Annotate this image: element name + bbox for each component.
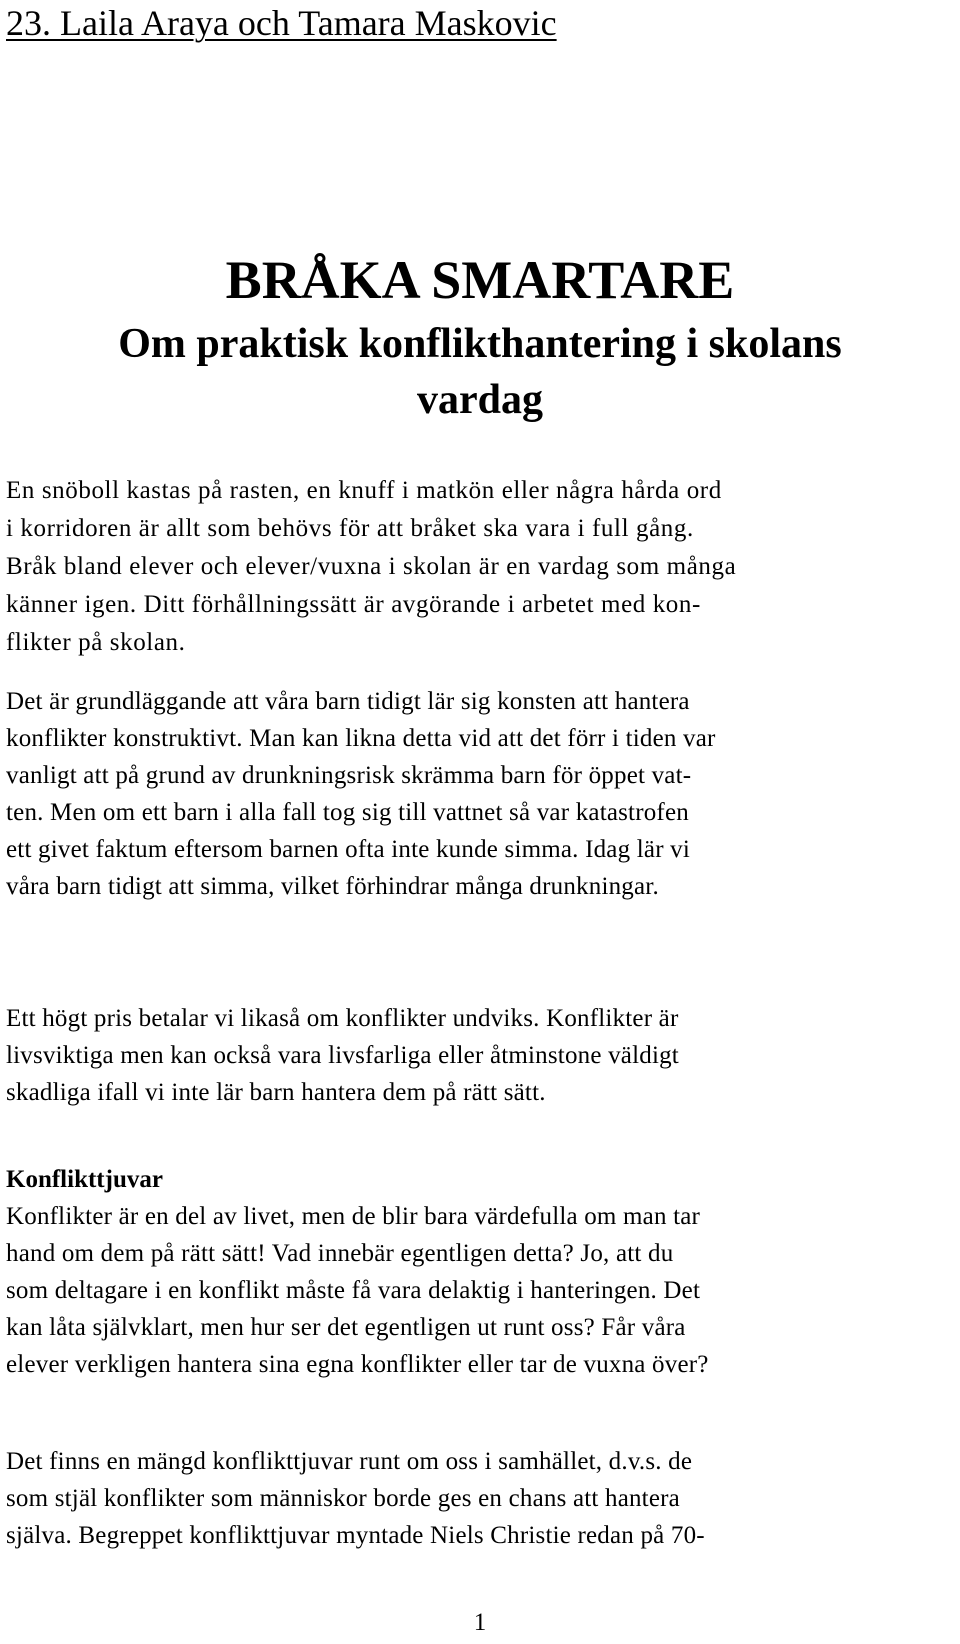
document-subtitle xyxy=(0,316,960,428)
body-paragraph xyxy=(6,1198,954,1383)
text-line: som deltagare i en konflikt måste få vara delaktig i hanteringen. Det xyxy=(6,1277,701,1304)
text-line: själva. Begreppet konflikttjuvar myntade Niels Christie redan på 70- xyxy=(6,1522,705,1549)
text-line: Bråk bland elever och elever/vuxna i skolan är en vardag som många xyxy=(6,553,737,580)
body-paragraph xyxy=(6,683,954,905)
text-line: hand om dem på rätt sätt! Vad innebär egentligen detta? Jo, att du xyxy=(6,1240,674,1267)
text-line: Ett högt pris betalar vi likaså om konflikter undviks. Konflikter är xyxy=(6,1005,679,1032)
chapter-heading: 23. Laila Araya och Tamara Maskovic xyxy=(6,3,557,43)
text-line: flikter på skolan. xyxy=(6,629,186,656)
text-line: Det finns en mängd konflikttjuvar runt om oss i samhället, d.v.s. de xyxy=(6,1448,693,1475)
text-line: skadliga ifall vi inte lär barn hantera dem på rätt sätt. xyxy=(6,1079,546,1106)
text-line: konflikter konstruktivt. Man kan likna detta vid att det förr i tiden var xyxy=(6,725,716,752)
text-line: ten. Men om ett barn i alla fall tog sig till vattnet så var katastrofen xyxy=(6,799,689,826)
body-paragraph xyxy=(6,1443,954,1554)
text-line: kan låta självklart, men hur ser det egentligen ut runt oss? Får våra xyxy=(6,1314,686,1341)
document-title: BRÅKA SMARTARE xyxy=(225,250,735,310)
section-heading: Konflikttjuvar xyxy=(6,1166,163,1193)
subtitle-line: vardag xyxy=(417,377,543,423)
text-line: En snöboll kastas på rasten, en knuff i matkön eller några hårda ord xyxy=(6,477,722,504)
text-line: Konflikter är en del av livet, men de blir bara värdefulla om man tar xyxy=(6,1203,701,1230)
body-paragraph xyxy=(6,1000,954,1111)
text-line: känner igen. Ditt förhållningssätt är avgörande i arbetet med kon- xyxy=(6,591,701,618)
text-line: Det är grundläggande att våra barn tidigt lär sig konsten att hantera xyxy=(6,688,690,715)
subtitle-line: Om praktisk konflikthantering i skolans xyxy=(118,321,842,367)
text-line: i korridoren är allt som behövs för att bråket ska vara i full gång. xyxy=(6,515,694,542)
text-line: som stjäl konflikter som människor borde ges en chans att hantera xyxy=(6,1485,680,1512)
text-line: elever verkligen hantera sina egna konflikter eller tar de vuxna över? xyxy=(6,1351,709,1378)
intro-paragraph xyxy=(6,472,954,662)
text-line: livsviktiga men kan också vara livsfarliga eller åtminstone väldigt xyxy=(6,1042,679,1069)
text-line: våra barn tidigt att simma, vilket förhindrar många drunkningar. xyxy=(6,873,659,900)
text-line: ett givet faktum eftersom barnen ofta inte kunde simma. Idag lär vi xyxy=(6,836,691,863)
page-number: 1 xyxy=(473,1609,487,1636)
text-line: vanligt att på grund av drunkningsrisk skrämma barn för öppet vat- xyxy=(6,762,692,789)
